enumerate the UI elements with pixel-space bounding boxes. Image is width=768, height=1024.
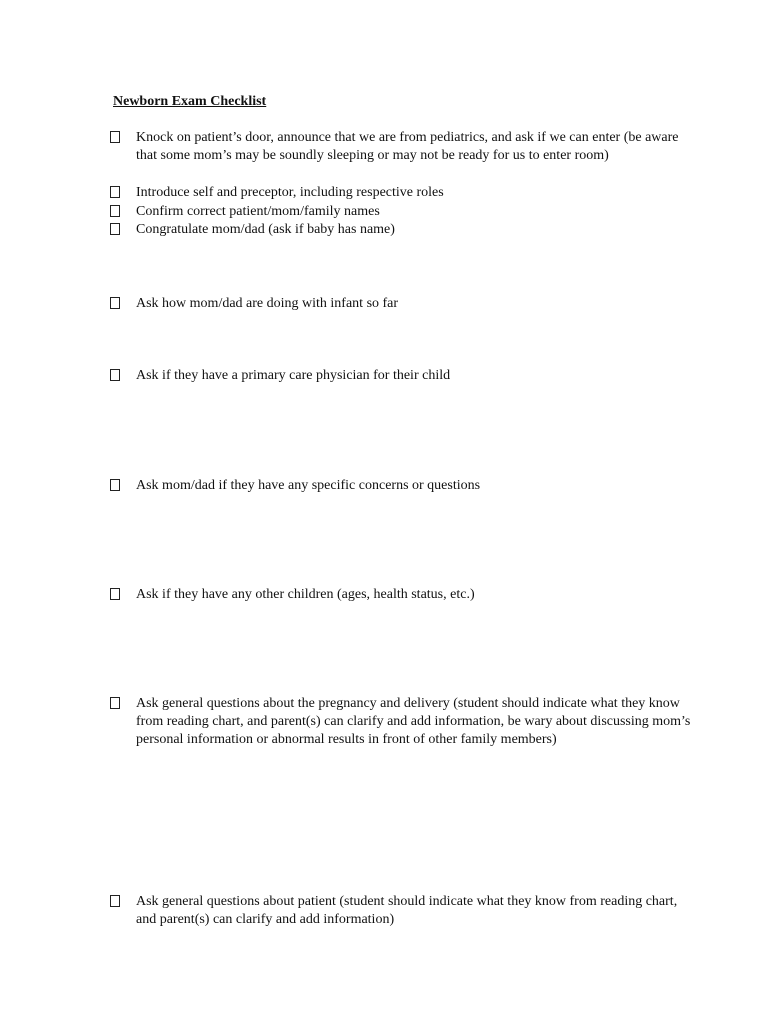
page-title: Newborn Exam Checklist [113,94,267,109]
checklist-item-text: Introduce self and preceptor, including respective roles [136,185,444,200]
checkbox-icon [110,205,120,217]
checkbox-icon [110,895,120,907]
checklist-item [110,893,700,929]
checklist-item [110,203,700,221]
checkbox-icon [110,588,120,600]
checklist-item [110,129,700,165]
checkbox-icon [110,223,120,235]
checklist-item [110,695,700,749]
checklist-item [110,586,700,604]
checklist-item-text: Confirm correct patient/mom/family names [136,204,380,219]
checklist-item [110,295,700,313]
checkbox-icon [110,697,120,709]
checkbox-icon [110,479,120,491]
checklist-item [110,367,700,385]
checklist-item [110,477,700,495]
checkbox-icon [110,297,120,309]
checkbox-icon [110,131,120,143]
checklist-item-text: Knock on patient’s door, announce that we are from pediatrics, and ask if we can enter (be aware that some mom’s may be soundly sleeping or may not be ready for us to enter room) [136,130,679,163]
checklist-item-text: Ask if they have a primary care physician for their child [136,368,451,383]
checklist-item-text: Ask if they have any other children (ages, health status, etc.) [136,587,475,602]
checklist-item-text: Congratulate mom/dad (ask if baby has name) [136,222,395,237]
checkbox-icon [110,186,120,198]
checklist-item-text: Ask general questions about patient (student should indicate what they know from reading chart, and parent(s) can clarify and add information) [136,894,678,927]
checkbox-icon [110,369,120,381]
checklist-item-text: Ask how mom/dad are doing with infant so far [136,296,399,311]
checklist-item-text: Ask mom/dad if they have any specific concerns or questions [136,478,481,493]
checklist-item [110,184,700,202]
checklist-item-text: Ask general questions about the pregnancy and delivery (student should indicate what they know from reading chart, and parent(s) can clarify and add information, be wary about discussing mom’s personal information or abnormal results in front of other family members) [136,696,691,747]
checklist-item [110,221,700,239]
